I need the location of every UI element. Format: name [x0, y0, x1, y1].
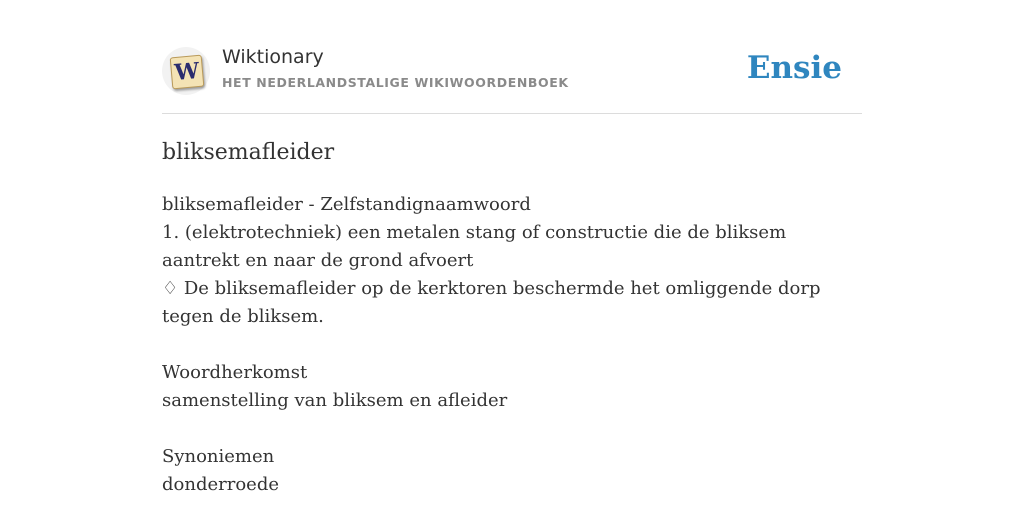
word-type-line: bliksemafleider - Zelfstandignaamwoord — [162, 194, 531, 215]
spacer — [162, 415, 862, 443]
example-sentence: ♢ De bliksemafleider op de kerktoren beschermde het omliggende dorp tegen de bliksem. — [162, 278, 821, 327]
definition: 1. (elektrotechniek) een metalen stang of constructie die de bliksem aantrekt en naar de grond afvoert — [162, 222, 787, 271]
logo-letter: W — [170, 55, 205, 90]
article — [162, 114, 862, 499]
site-name[interactable]: Wiktionary — [222, 46, 324, 68]
page-title: bliksemafleider — [162, 140, 335, 165]
etymology-text: samenstelling van bliksem en afleider — [162, 390, 508, 411]
etymology-heading: Woordherkomst — [162, 362, 308, 383]
synonyms-text: donderroede — [162, 474, 279, 495]
spacer — [162, 331, 862, 359]
site-header — [162, 0, 862, 114]
ensie-brand-link[interactable]: Ensie — [746, 50, 842, 86]
article-body — [162, 191, 862, 499]
synonyms-heading: Synoniemen — [162, 446, 275, 467]
site-tagline: HET NEDERLANDSTALIGE WIKIWOORDENBOEK — [222, 75, 569, 90]
wiktionary-logo-icon[interactable] — [162, 47, 210, 95]
